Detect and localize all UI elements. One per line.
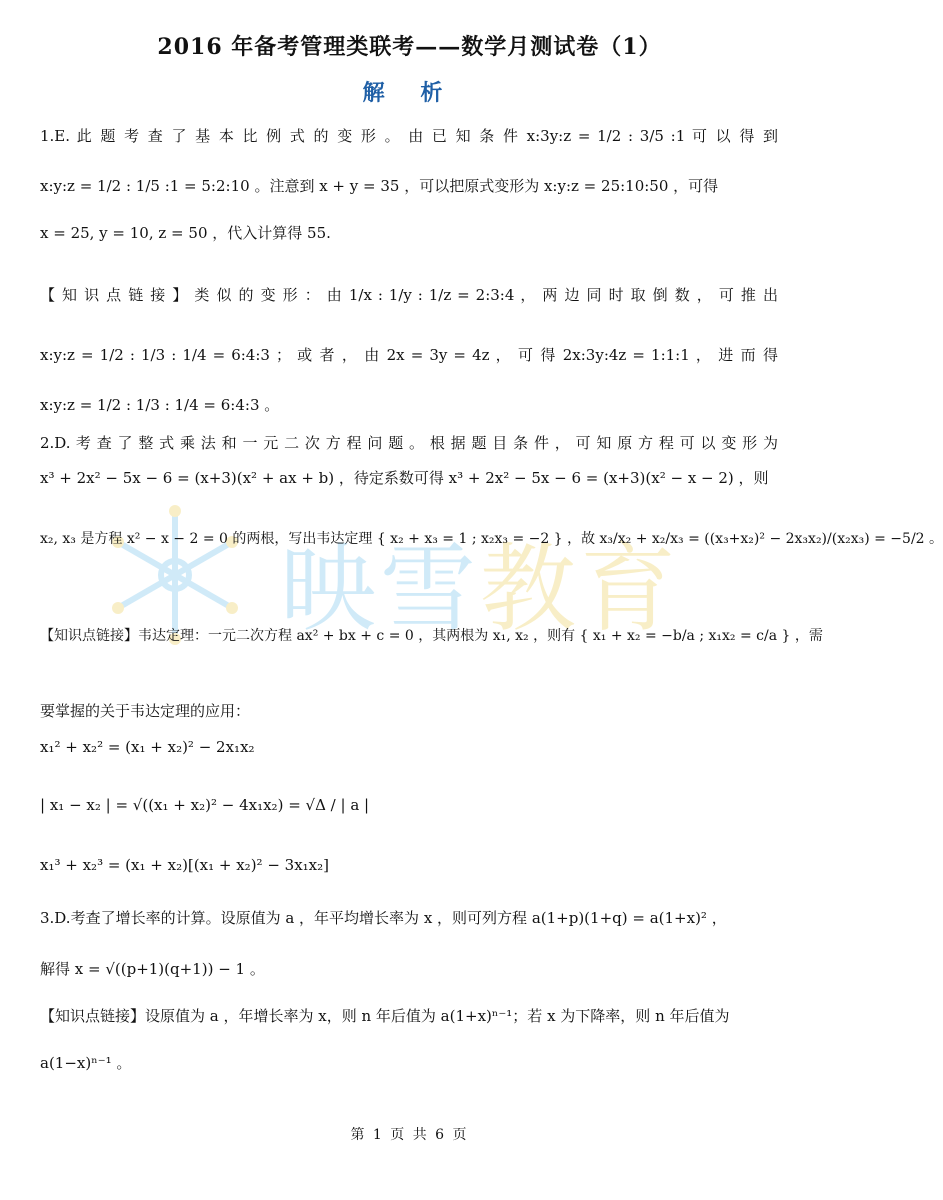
formula-line: | x₁ − x₂ | = √((x₁ + x₂)² − 4x₁x₂) = √Δ / | a | [40, 796, 370, 814]
text-line: 【 知 识 点 链 接 】 类 似 的 变 形 ： 由 1/x : 1/y : 1/z = 2:3:4 ， 两 边 同 时 取 倒 数 ， 可 推 出 [40, 286, 778, 304]
snowflake-icon [90, 505, 260, 645]
text-line: 3.D.考查了增长率的计算。设原值为 a ，年平均增长率为 x ，则可列方程 a(1+p)(1+q) = a(1+x)² ， [40, 909, 727, 927]
text-line: a(1−x)ⁿ⁻¹ 。 [40, 1054, 132, 1072]
text-line: x = 25, y = 10, z = 50 ，代入计算得 55. [40, 224, 331, 242]
text-line: x:y:z = 1/2 : 1/3 : 1/4 = 6:4:3 ； 或 者 ， 由 2x = 3y = 4z ， 可 得 2x:3y:4z = 1:1:1 ， 进 而 得 [40, 346, 778, 364]
text-line: 解得 x = √((p+1)(q+1)) − 1 。 [40, 960, 265, 978]
text-line: x:y:z = 1/2 : 1/5 :1 = 5:2:10 。注意到 x + y = 35 ，可以把原式变形为 x:y:z = 25:10:50 ，可得 [40, 177, 719, 195]
text-line: 【知识点链接】韦达定理：一元二次方程 ax² + bx + c = 0 ，其两根为 x₁, x₂ ，则有 { x₁ + x₂ = −b/a ; x₁x₂ = c/a } ，需 [40, 628, 823, 644]
text-line: 要掌握的关于韦达定理的应用： [40, 702, 251, 720]
text-line: 1.E. 此 题 考 查 了 基 本 比 例 式 的 变 形 。 由 已 知 条 件 x:3y:z = 1/2 : 3/5 :1 可 以 得 到 [40, 127, 778, 145]
text-line: 【知识点链接】设原值为 a ，年增长率为 x，则 n 年后值为 a(1+x)ⁿ⁻¹；若 x 为下降率，则 n 年后值为 [40, 1007, 730, 1025]
section-heading: 解 析 [362, 80, 457, 106]
page-title: 2016 年备考管理类联考——数学月测试卷（1） [157, 34, 662, 60]
watermark-logo [90, 505, 730, 645]
text-line: 2.D. 考 查 了 整 式 乘 法 和 一 元 二 次 方 程 问 题 。 根 据 题 目 条 件 ， 可 知 原 方 程 可 以 变 形 为 [40, 434, 778, 452]
formula-line: x₁³ + x₂³ = (x₁ + x₂)[(x₁ + x₂)² − 3x₁x₂] [40, 856, 329, 874]
text-line: x:y:z = 1/2 : 1/3 : 1/4 = 6:4:3 。 [40, 396, 280, 414]
text-line: x³ + 2x² − 5x − 6 = (x+3)(x² + ax + b) ，待定系数可得 x³ + 2x² − 5x − 6 = (x+3)(x² − x − 2) ，则 [40, 469, 769, 487]
formula-line: x₁² + x₂² = (x₁ + x₂)² − 2x₁x₂ [40, 738, 255, 756]
text-line: x₂, x₃ 是方程 x² − x − 2 = 0 的两根，写出韦达定理 { x₂ + x₃ = 1 ; x₂x₃ = −2 } ，故 x₃/x₂ + x₂/x₃ = ((x₃+x₂)² − 2x₃x₂)/(x₂x₃) = −5/2 。 [40, 531, 943, 547]
page-footer: 第 1 页 共 6 页 [350, 1127, 469, 1143]
watermark-text: 映雪教育 [280, 533, 680, 645]
